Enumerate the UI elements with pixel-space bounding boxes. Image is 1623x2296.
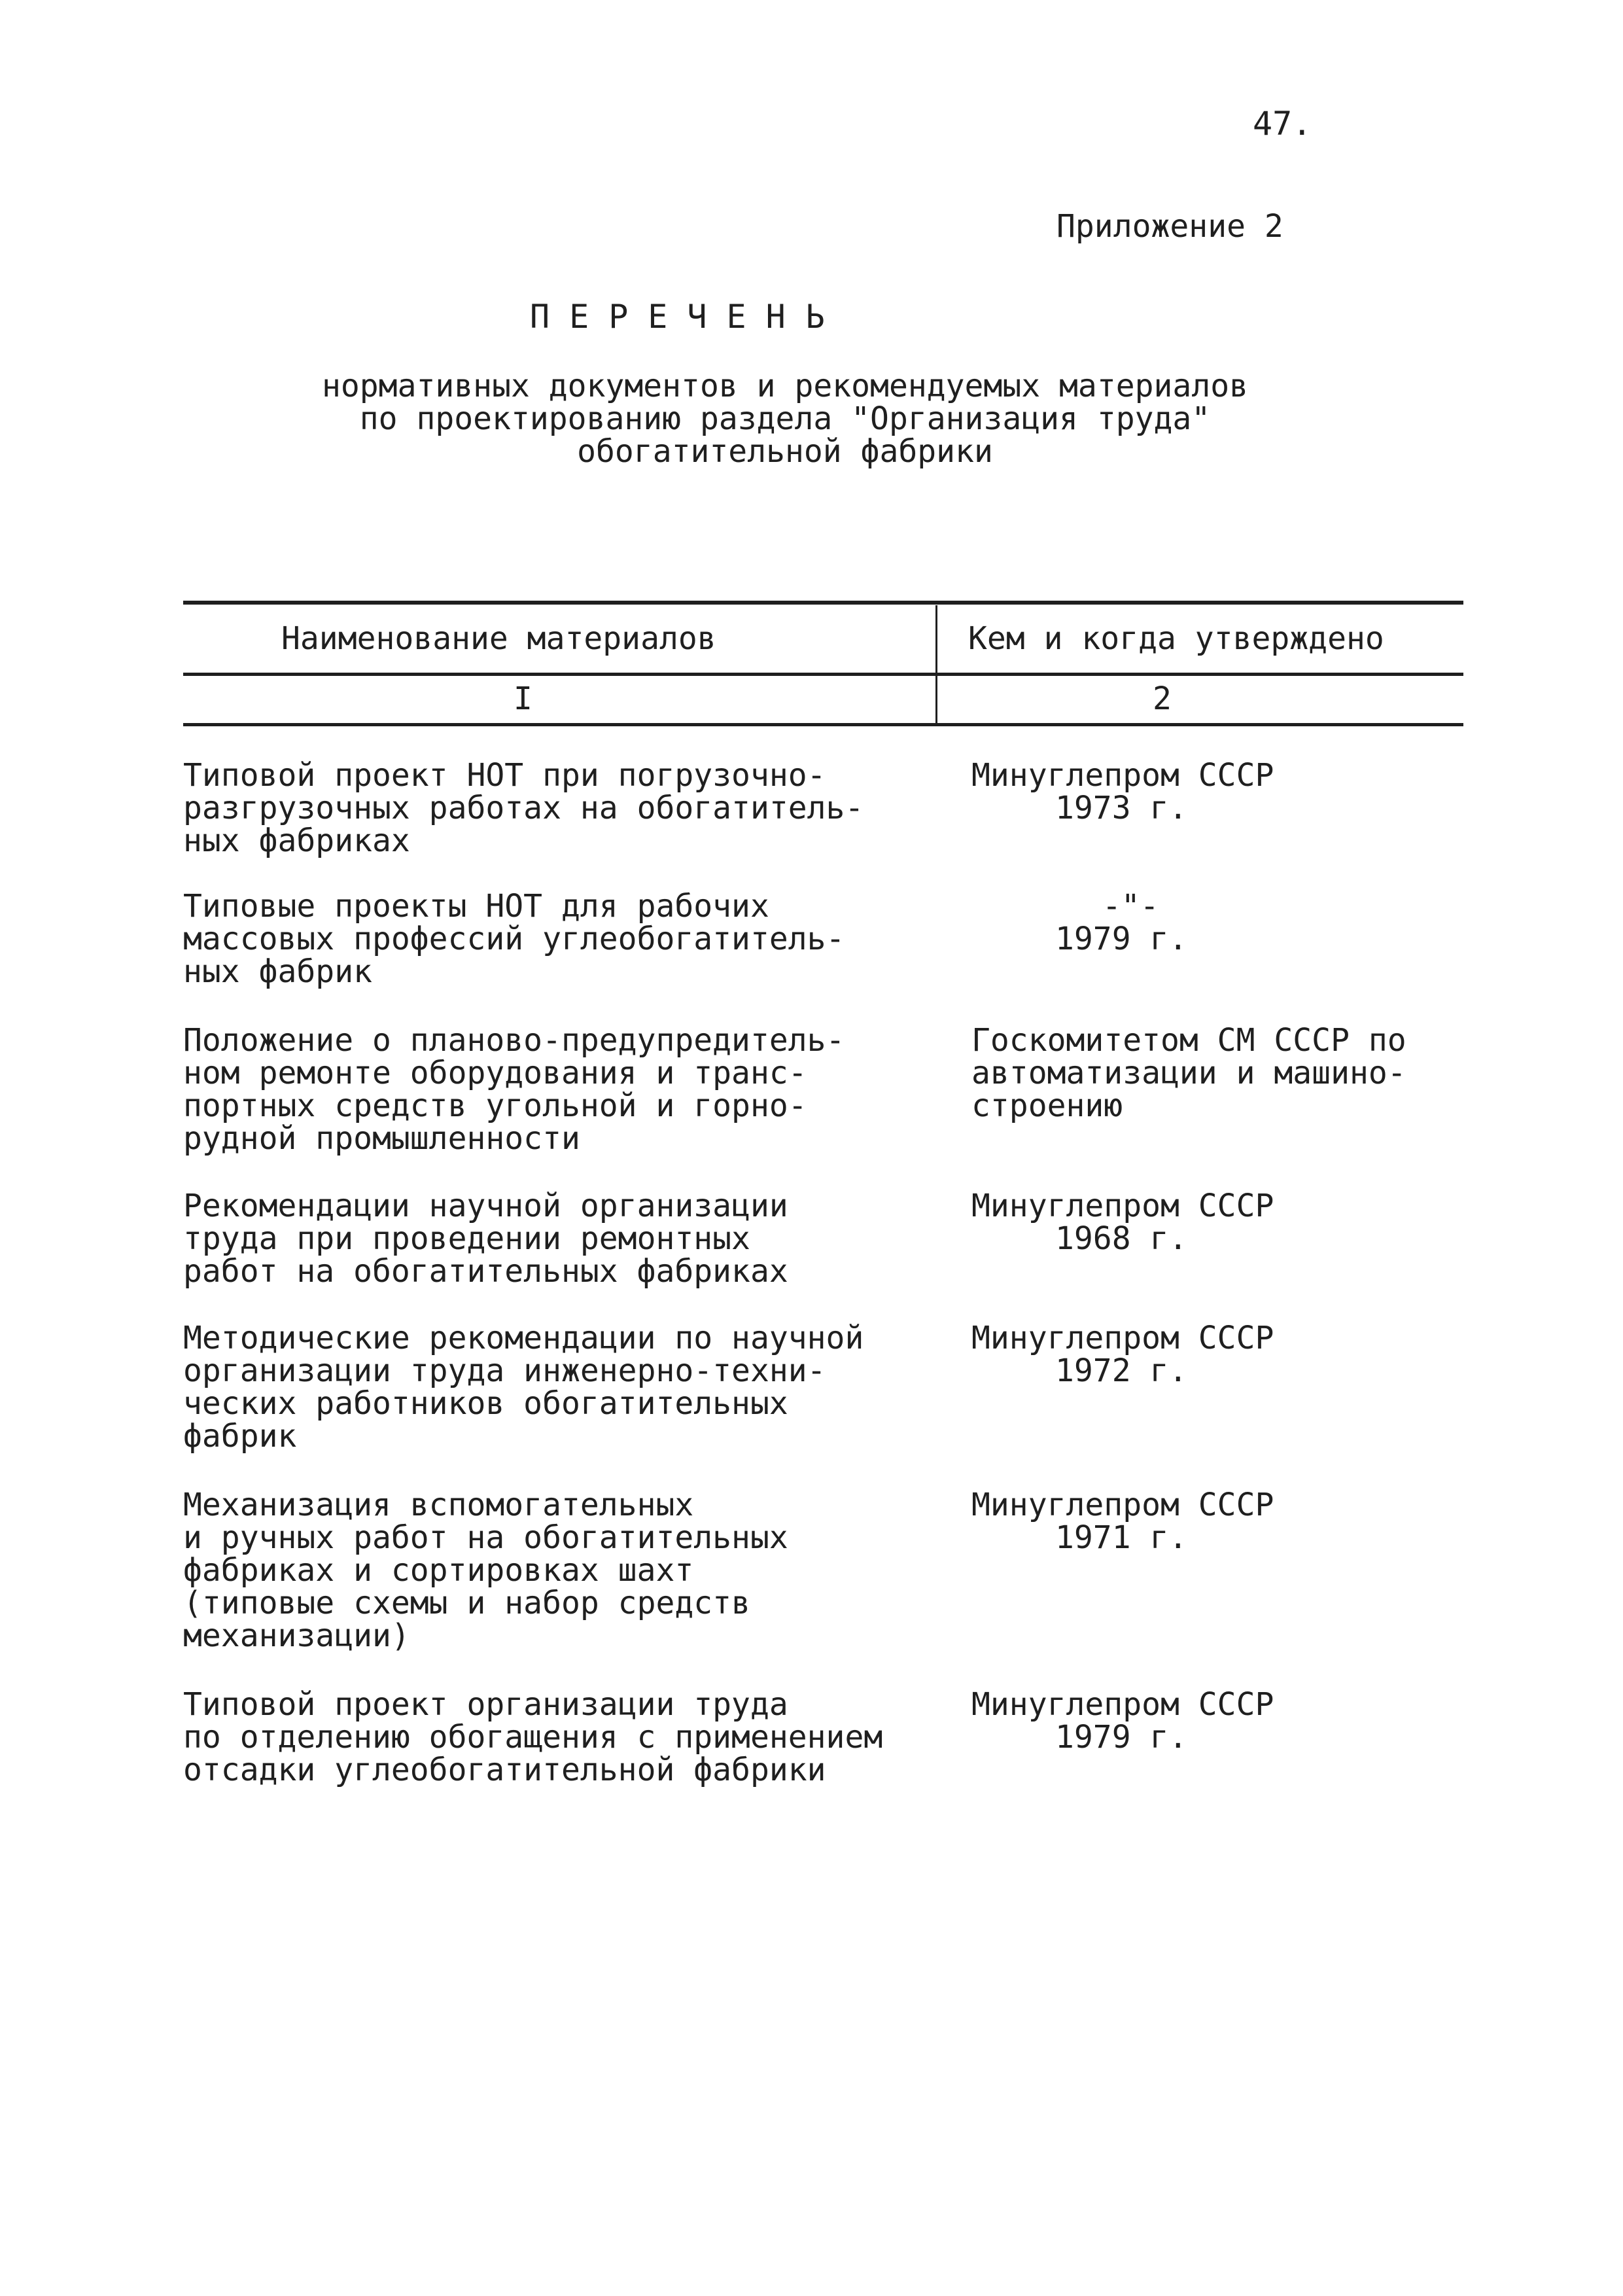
approved-by: Минуглепром СССР 1972 г. [971,1320,1274,1389]
material-name: Типовой проект организации труда по отделению обогащения с применением отсадки углеобогатительной фабрики [183,1686,883,1788]
material-name: Механизация вспомогательных и ручных работ на обогатительных фабриках и сортировках шахт (типовые схемы и набор средств механизации) [183,1487,788,1654]
header-bottom-rule [183,673,1463,676]
number-row-bottom-rule [183,723,1463,726]
material-name: Положение о планово-предупредитель- ном ремонте оборудования и транс- портных средств угольной и горно- рудной промышленности [183,1022,845,1157]
document-subtitle [196,370,1374,468]
column-divider [935,605,937,723]
approved-by: Минуглепром СССР 1979 г. [971,1686,1274,1756]
material-name: Рекомендации научной организации труда при проведении ремонтных работ на обогатительных фабриках [183,1188,788,1290]
column-header-approved: Кем и когда утверждено [968,620,1384,657]
subtitle-line: по проектированию раздела "Организация труда" [359,400,1211,437]
approved-by: Минуглепром СССР 1968 г. [971,1188,1274,1257]
approved-by: Минуглепром СССР 1971 г. [971,1487,1274,1556]
column-number-2: 2 [1153,680,1172,717]
page-number: 47. [1253,105,1312,143]
subtitle-line: обогатительной фабрики [577,433,993,470]
column-number-1: I [514,680,532,717]
material-name: Типовой проект НОТ при погрузочно- разгрузочных работах на обогатитель- ных фабриках [183,757,864,859]
subtitle-line: нормативных документов и рекомендуемых материалов [321,368,1249,404]
table-top-rule [183,601,1463,605]
approved-by: Госкомитетом СМ СССР по автоматизации и машино- строению [971,1022,1406,1124]
appendix-label: Приложение 2 [1056,208,1283,245]
material-name: Типовые проекты НОТ для рабочих массовых профессий углеобогатитель- ных фабрик [183,888,845,990]
material-name: Методические рекомендации по научной организации труда инженерно-техни- ческих работников обогатительных фабрик [183,1320,864,1455]
document-title: ПЕРЕЧЕНЬ [530,298,845,336]
approved-by: Минуглепром СССР 1973 г. [971,757,1274,826]
approved-by: -"- 1979 г. [1055,888,1188,957]
column-header-name: Наименование материалов [281,620,716,657]
